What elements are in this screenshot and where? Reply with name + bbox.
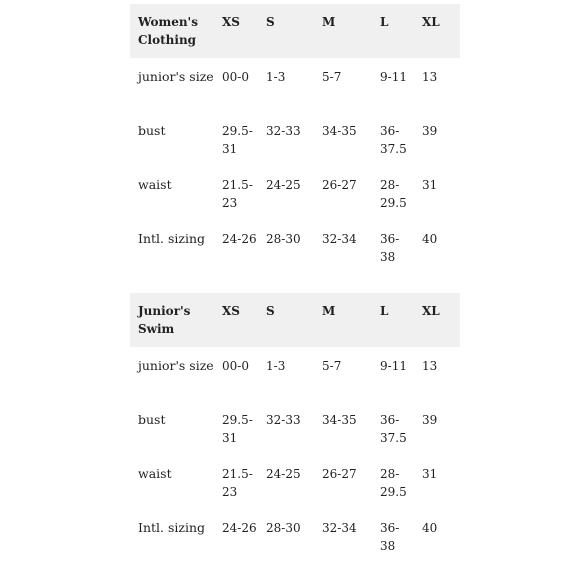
table-cell: 24-26 xyxy=(222,232,257,246)
table-cell: 36-37.5 xyxy=(380,413,407,445)
size-header-m: M xyxy=(322,304,336,318)
table-cell: 24-25 xyxy=(266,178,301,192)
table-cell: 28-30 xyxy=(266,521,301,535)
table-cell: 13 xyxy=(422,70,438,84)
table-cell: 26-27 xyxy=(322,178,357,192)
size-header-xs: XS xyxy=(222,304,240,318)
table-row xyxy=(130,455,460,509)
table-cell: 39 xyxy=(422,124,438,138)
table-cell: 29.5-31 xyxy=(222,413,253,445)
row-label: bust xyxy=(138,123,166,138)
table-row xyxy=(130,509,460,563)
row-label: Intl. sizing xyxy=(138,231,206,246)
table-cell: 28-29.5 xyxy=(380,178,407,210)
table-cell: 32-33 xyxy=(266,413,301,427)
table-cell: 1-3 xyxy=(266,70,286,84)
table-row xyxy=(130,220,460,274)
table-cell: 9-11 xyxy=(380,70,407,84)
table-cell: 5-7 xyxy=(322,359,342,373)
row-label: junior's size xyxy=(138,69,214,84)
table-cell: 9-11 xyxy=(380,359,407,373)
table-cell: 1-3 xyxy=(266,359,286,373)
row-label: bust xyxy=(138,412,166,427)
table-cell: 28-30 xyxy=(266,232,301,246)
table-cell: 31 xyxy=(422,178,438,192)
table-title: Women's Clothing xyxy=(138,15,198,47)
table-row xyxy=(130,58,460,112)
size-header-s: S xyxy=(266,304,275,318)
juniors-swim-size-table xyxy=(130,293,460,563)
womens-clothing-size-table xyxy=(130,4,460,274)
table-cell: 29.5-31 xyxy=(222,124,253,156)
table-cell: 36-38 xyxy=(380,232,400,264)
table-cell: 00-0 xyxy=(222,70,249,84)
size-header-xl: XL xyxy=(422,15,440,29)
table-cell: 32-34 xyxy=(322,521,357,535)
table-row xyxy=(130,347,460,401)
table-cell: 36-38 xyxy=(380,521,400,553)
table-cell: 24-25 xyxy=(266,467,301,481)
table-cell: 34-35 xyxy=(322,413,357,427)
table-cell: 36-37.5 xyxy=(380,124,407,156)
size-header-s: S xyxy=(266,15,275,29)
size-header-xl: XL xyxy=(422,304,440,318)
table-cell: 34-35 xyxy=(322,124,357,138)
row-label: Intl. sizing xyxy=(138,520,206,535)
row-label: waist xyxy=(138,177,172,192)
table-cell: 13 xyxy=(422,359,438,373)
row-label: junior's size xyxy=(138,358,214,373)
table-cell: 24-26 xyxy=(222,521,257,535)
table-cell: 21.5-23 xyxy=(222,467,253,499)
table-cell: 39 xyxy=(422,413,438,427)
table-cell: 26-27 xyxy=(322,467,357,481)
table-cell: 21.5-23 xyxy=(222,178,253,210)
table-row xyxy=(130,112,460,166)
row-label: waist xyxy=(138,466,172,481)
table-cell: 40 xyxy=(422,521,438,535)
table-title: Junior's Swim xyxy=(138,304,191,336)
table-cell: 00-0 xyxy=(222,359,249,373)
size-header-l: L xyxy=(380,304,389,318)
size-header-m: M xyxy=(322,15,336,29)
table-header-row xyxy=(130,293,460,347)
table-cell: 28-29.5 xyxy=(380,467,407,499)
size-header-l: L xyxy=(380,15,389,29)
table-cell: 40 xyxy=(422,232,438,246)
size-header-xs: XS xyxy=(222,15,240,29)
table-cell: 32-34 xyxy=(322,232,357,246)
table-header-row xyxy=(130,4,460,58)
table-cell: 31 xyxy=(422,467,438,481)
table-cell: 5-7 xyxy=(322,70,342,84)
table-row xyxy=(130,166,460,220)
table-row xyxy=(130,401,460,455)
table-cell: 32-33 xyxy=(266,124,301,138)
